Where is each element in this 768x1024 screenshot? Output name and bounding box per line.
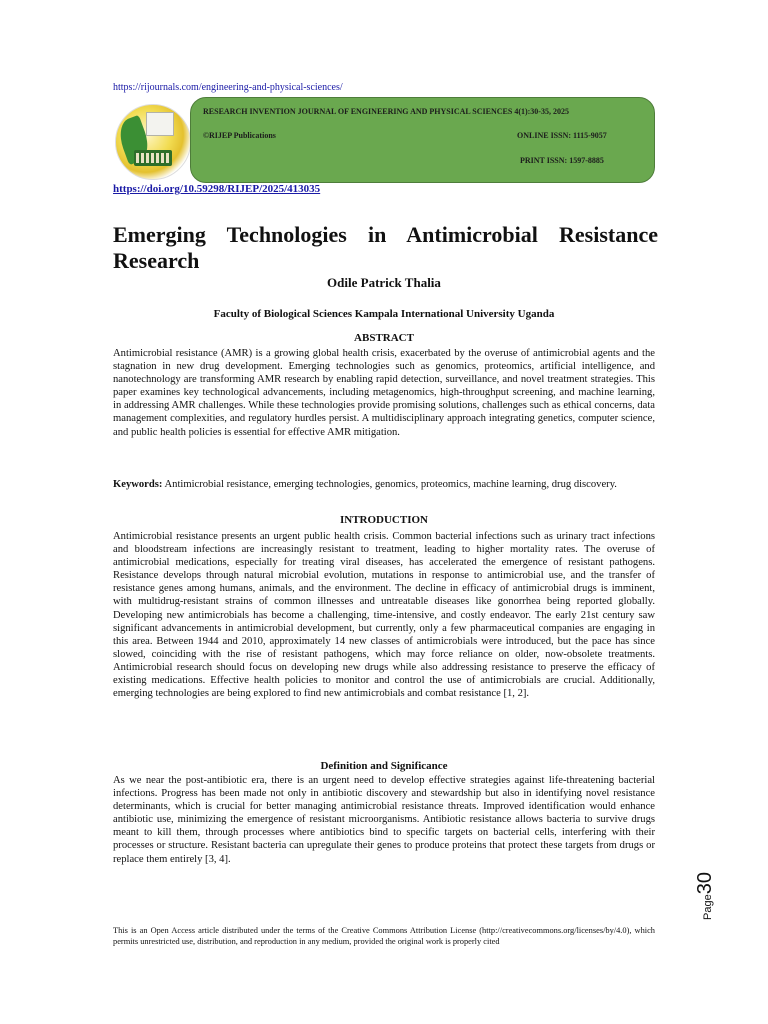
keywords-label: Keywords: <box>113 479 163 490</box>
abstract-text: Antimicrobial resistance (AMR) is a growing global health crisis, exacerbated by the overuse of antimicrobial agents and the stagnation in new drug development. Emerging technologies such as genomics, proteomics, artificial intelligence, and nanotechnology are transforming AMR research by enabling rapid detection, surveillance, and novel treatment strategies. This paper examines key technological advancements, including metagenomics, high-throughput screening, and machine learning, in addressing AMR challenges. While these technologies provide promising solutions, challenges such as ethical concerns, data management complexities, and regulatory hurdles persist. A multidisciplinary approach integrating genetics, computer science, and public health policies is essential for effective AMR mitigation. <box>113 348 655 438</box>
doi-link[interactable]: https://doi.org/10.59298/RIJEP/2025/413035 <box>113 183 321 195</box>
introduction-text: Antimicrobial resistance presents an urgent public health crisis. Common bacterial infections such as urinary tract infections and bloodstream infections are increasingly resistant to treatment, leading to higher mortality rates. The overuse of antimicrobial medications, especially for treating viral diseases, has accelerated the emergence of resistant pathogens. Resistance develops through natural microbial evolution, mutations in response to antimicrobial use, and the transfer of resistance genes among humans, animals, and the environment. The decline in efficacy of antimicrobial drugs is imminent, with multidrug-resistant strains of common illnesses and untreatable diseases like gonorrhea being reported globally. Developing new antimicrobials has become a challenging, time-intensive, and costly endeavor. The early 21st century saw significant advancements in antimicrobial development, but currently, only a few pharmaceutical companies are engaging in this area. Between 1944 and 2010, approximately 14 new classes of antimicrobials were introduced, but the pace has since slowed, coinciding with the rise of resistant pathogens, which may force reliance on older, now-obsolete treatments. Antimicrobial research should focus on developing new drugs while also addressing resistance to preserve the efficacy of existing medications. Effective health policies to monitor and control the use of antimicrobials are crucial. Additionally, emerging technologies are being explored to find new antimicrobials and combat resistance [1, 2]. <box>113 531 655 700</box>
journal-title-line: RESEARCH INVENTION JOURNAL OF ENGINEERING AND PHYSICAL SCIENCES 4(1):30-35, 2025 <box>203 107 569 116</box>
journal-url-link[interactable]: https://rijournals.com/engineering-and-physical-sciences/ <box>113 82 343 93</box>
article-title: Emerging Technologies in Antimicrobial Resistance Research <box>113 222 658 273</box>
definition-heading: Definition and Significance <box>320 760 448 772</box>
article-author: Odile Patrick Thalia <box>327 275 441 290</box>
logo-banner-pattern <box>136 153 170 163</box>
book-icon <box>146 112 174 136</box>
publisher-label: ©RIJEP Publications <box>203 131 276 140</box>
keywords-text: Antimicrobial resistance, emerging technologies, genomics, proteomics, machine learning, drug discovery. <box>162 479 617 490</box>
online-issn: ONLINE ISSN: 1115-9057 <box>517 131 607 140</box>
page-word: Page <box>702 894 714 920</box>
license-notice: This is an Open Access article distributed under the terms of the Creative Commons Attribution License (http://creativecommons.org/licenses/by/4.0), which permits unrestricted use, distribution, and reproduction in any medium, provided the original work is properly cited <box>113 926 655 947</box>
abstract-heading: ABSTRACT <box>354 332 414 344</box>
print-issn: PRINT ISSN: 1597-8885 <box>520 156 604 165</box>
journal-info-box <box>190 97 655 183</box>
page-number <box>694 872 734 920</box>
definition-text: As we near the post-antibiotic era, there is an urgent need to develop effective strategies against life-threatening bacterial infections. Progress has been made not only in antibiotic discovery and stewardship but also in identifying novel resistance determinants, which is crucial for better managing antimicrobial resistance threats. Improved identification would enhance antibiotic use, minimizing the emergence of resistant microorganisms. Antibiotic resistance allows bacteria to survive drugs meant to kill them, through processes where antibiotics bind to specific targets on bacterial cells, interfering with their processes or structure. Resistant bacteria can upregulate their genes to produce proteins that protect these targets from drugs or replace them entirely [3, 4]. <box>113 775 655 865</box>
introduction-heading: INTRODUCTION <box>339 514 428 526</box>
keywords-paragraph <box>113 478 655 491</box>
page-digits: 30 <box>694 872 716 895</box>
author-affiliation: Faculty of Biological Sciences Kampala International University Uganda <box>213 308 555 320</box>
